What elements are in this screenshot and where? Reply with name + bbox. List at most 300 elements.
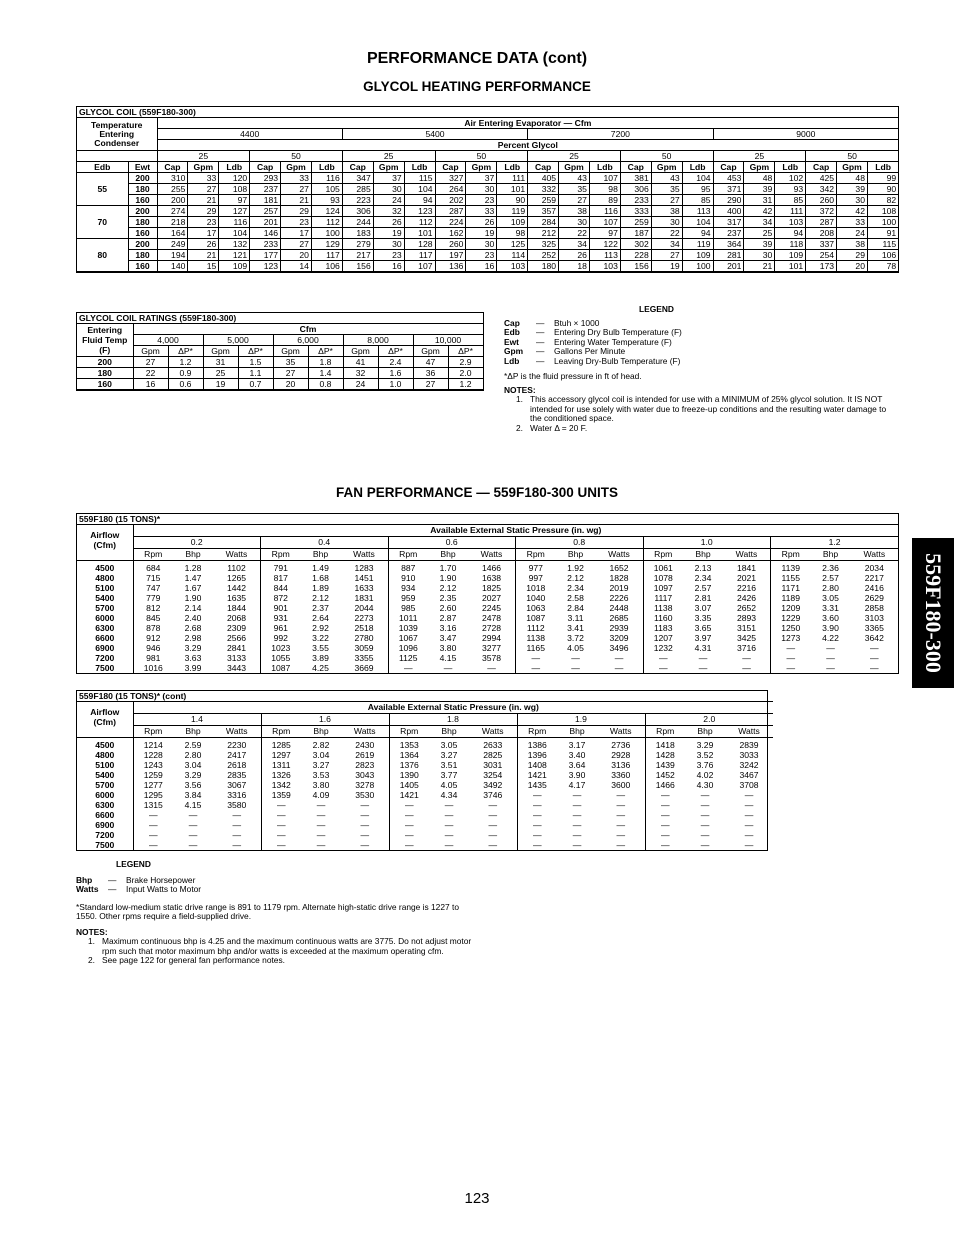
table-cell: —: [616, 840, 626, 850]
table-cell: 2.12: [439, 583, 457, 593]
col-label: Ldb: [219, 162, 250, 173]
table-cell: 31: [203, 357, 238, 368]
table-cell: 3.27: [312, 760, 330, 770]
table-cell: 3578: [481, 653, 502, 663]
table-cell: 1466: [481, 563, 502, 573]
table-cell: 93: [775, 184, 806, 195]
table-cell: 113: [682, 206, 713, 217]
table-cell: 20: [281, 250, 312, 261]
table-cell: —: [870, 663, 879, 673]
table-cell: 107: [404, 261, 435, 272]
table-cell: 3151: [736, 623, 757, 633]
table-cell: 1061: [643, 561, 683, 574]
table-cell: 4.02: [696, 770, 714, 780]
table-cell: 106: [867, 250, 898, 261]
data-row: [77, 800, 773, 810]
sub-header: Watts: [723, 549, 771, 561]
table-cell: 3.80: [312, 780, 330, 790]
table-cell: 0.9: [168, 368, 203, 379]
table-cell: 27: [281, 239, 312, 250]
sub-header: Bhp: [173, 549, 213, 561]
table-cell: —: [188, 830, 198, 840]
table-cell: 337: [806, 239, 837, 250]
table-cell: 17: [188, 228, 219, 239]
sub-header: Watts: [851, 549, 899, 561]
table-cell: 27: [413, 379, 448, 390]
airflow-value: 5700: [95, 780, 115, 790]
table-cell: 224: [435, 217, 466, 228]
table-cell: 325: [528, 239, 559, 250]
fan-legend-title: LEGEND: [116, 859, 151, 869]
table-cell: 3.05: [440, 740, 458, 750]
table-cell: —: [517, 830, 557, 840]
table-cell: 961: [261, 623, 301, 633]
table-cell: 1209: [771, 603, 811, 613]
table-cell: 2.80: [184, 750, 202, 760]
table-cell: 85: [775, 195, 806, 206]
table-cell: —: [744, 790, 754, 800]
percent-row: [77, 140, 899, 151]
table-cell: 156: [620, 261, 651, 272]
table-cell: 3580: [227, 800, 247, 810]
col-label: Gpm: [188, 162, 219, 173]
table-cell: 1.2: [448, 379, 483, 390]
table-cell: 3.60: [822, 613, 839, 623]
sub-header: Bhp: [811, 549, 851, 561]
table-cell: 3.29: [184, 643, 202, 653]
table-cell: 1067: [388, 633, 428, 643]
table-cell: 1229: [771, 613, 811, 623]
table-cell: 16: [133, 379, 168, 390]
glycol-header: 25: [713, 151, 806, 162]
table-cell: 425: [806, 173, 837, 184]
airflow-value: 7200: [95, 830, 115, 840]
table-cell: —: [700, 790, 710, 800]
table-cell: 98: [589, 184, 620, 195]
blank-cell: [77, 151, 157, 162]
table-cell: 114: [497, 250, 528, 261]
table-cell: 2.60: [439, 603, 457, 613]
sub-header: Bhp: [685, 726, 725, 738]
table-cell: 212: [528, 228, 559, 239]
table-cell: —: [744, 820, 754, 830]
table-cell: 3.35: [694, 613, 712, 623]
table-cell: —: [261, 820, 301, 830]
table-cell: 1353: [389, 738, 429, 751]
table-cell: —: [645, 840, 685, 850]
table-cell: —: [388, 663, 428, 673]
table-cell: 3.53: [312, 770, 330, 780]
table-cell: 22: [559, 228, 590, 239]
fan-table-2-frame: [76, 690, 768, 851]
table-cell: 1160: [643, 613, 683, 623]
sub-header: Bhp: [301, 549, 341, 561]
airflow-value: 5100: [95, 583, 115, 593]
table-cell: —: [389, 820, 429, 830]
cfm-header: 7200: [528, 129, 713, 140]
table-cell: 89: [589, 195, 620, 206]
header-row: [77, 525, 898, 537]
table-cell: —: [572, 810, 582, 820]
airflow-value: 4800: [95, 573, 115, 583]
table-cell: 120: [219, 173, 250, 184]
table-cell: 146: [250, 228, 281, 239]
table-cell: 279: [342, 239, 373, 250]
table-cell: 99: [867, 173, 898, 184]
table-cell: 872: [261, 593, 301, 603]
table-cell: 357: [528, 206, 559, 217]
table-cell: 19: [373, 228, 404, 239]
table-cell: —: [133, 810, 173, 820]
cfm-value: 5,000: [203, 335, 273, 346]
table-cell: 2.0: [448, 368, 483, 379]
data-row: [77, 228, 899, 239]
edb-value: 80: [77, 239, 128, 272]
table-cell: —: [389, 810, 429, 820]
table-cell: 4.17: [568, 780, 586, 790]
table-cell: —: [698, 663, 708, 673]
page-title: PERFORMANCE DATA (cont): [366, 50, 588, 67]
table-cell: 105: [311, 184, 342, 195]
data-row: [77, 780, 773, 790]
col-label: Cap: [620, 162, 651, 173]
table-cell: 29: [837, 250, 868, 261]
table-cell: —: [261, 840, 301, 850]
table-cell: 257: [250, 206, 281, 217]
glycol-header: 50: [435, 151, 528, 162]
table-cell: —: [616, 800, 626, 810]
cfm-header: 4400: [157, 129, 342, 140]
table-cell: 103: [497, 261, 528, 272]
note-item: [504, 395, 899, 424]
sub-header: Rpm: [389, 726, 429, 738]
table-cell: —: [517, 810, 557, 820]
table-cell: 2.36: [822, 563, 839, 573]
data-row: [77, 379, 483, 390]
sub-row: [77, 726, 773, 738]
fan-notes-title: NOTES:: [76, 926, 108, 937]
table-cell: 16: [466, 261, 497, 272]
fluid-header: Entering Fluid Temp (F): [77, 324, 133, 357]
airflow-value: 6000: [95, 613, 115, 623]
col-label: Ldb: [867, 162, 898, 173]
table-cell: —: [870, 653, 879, 663]
fan-table-1: [77, 514, 898, 673]
table-cell: 35: [273, 357, 308, 368]
table-cell: 4.05: [440, 780, 458, 790]
table-cell: 293: [250, 173, 281, 184]
table-cell: 107: [589, 217, 620, 228]
table-cell: 3.16: [439, 623, 457, 633]
table-cell: 1063: [516, 603, 556, 613]
table-cell: —: [488, 810, 498, 820]
fan-footnote: *Standard low-medium static drive range is 891 to 1179 rpm. Alternate high-static drive range is 1227 to 1550. Other rpms require a field-supplied drive.: [76, 901, 459, 921]
table-cell: 1259: [133, 770, 173, 780]
table-cell: 2835: [227, 770, 247, 780]
col-label: Cap: [528, 162, 559, 173]
table-cell: —: [444, 800, 454, 810]
table-cell: 997: [516, 573, 556, 583]
col-label: Cap: [435, 162, 466, 173]
table-cell: 3.04: [184, 760, 202, 770]
sub-header: Watts: [341, 726, 389, 738]
sub-row: [77, 346, 483, 357]
legend-item: [504, 357, 899, 367]
sub-header: Rpm: [517, 726, 557, 738]
table-cell: 3.99: [184, 663, 202, 673]
table-cell: 218: [157, 217, 188, 228]
table-cell: 1232: [643, 643, 683, 653]
table-cell: 3.47: [439, 633, 457, 643]
legend-dash: —: [536, 355, 545, 366]
table-cell: 2478: [481, 613, 502, 623]
table-cell: 25: [744, 228, 775, 239]
table-cell: —: [232, 820, 242, 830]
table-cell: 453: [713, 173, 744, 184]
table-cell: 4.05: [567, 643, 584, 653]
table-cell: 24: [373, 195, 404, 206]
col-label: Cap: [806, 162, 837, 173]
col-label: Cap: [713, 162, 744, 173]
sub-header: Watts: [213, 726, 261, 738]
table-cell: 1165: [516, 643, 556, 653]
sub-header: ΔP*: [448, 346, 483, 357]
table-cell: —: [700, 830, 710, 840]
table-cell: —: [771, 653, 811, 663]
legend-dash: —: [536, 327, 545, 337]
table-cell: 878: [133, 623, 173, 633]
sub-header: Bhp: [556, 549, 596, 561]
edb-value: 70: [77, 206, 128, 239]
sub-header: Watts: [596, 549, 644, 561]
table-cell: 125: [497, 239, 528, 250]
table-cell: 3.56: [184, 780, 202, 790]
table-cell: 91: [867, 228, 898, 239]
table-cell: 42: [837, 206, 868, 217]
table-cell: 3277: [481, 643, 502, 653]
table-cell: —: [571, 663, 580, 673]
caption-row: [77, 514, 898, 525]
table-cell: 1139: [771, 561, 811, 574]
legend-dash: —: [108, 884, 117, 894]
header-row: [77, 702, 773, 714]
note-item: [504, 424, 899, 434]
data-row: [77, 623, 898, 633]
table-cell: 1342: [261, 780, 301, 790]
table-cell: 200: [157, 195, 188, 206]
table-cell: 3.29: [696, 740, 714, 750]
table-cell: 912: [133, 633, 173, 643]
table-cell: —: [133, 840, 173, 850]
table-cell: —: [700, 800, 710, 810]
table-cell: —: [389, 830, 429, 840]
table-caption: GLYCOL COIL (559F180-300): [77, 107, 899, 118]
table-cell: 1096: [388, 643, 428, 653]
table-cell: 217: [342, 250, 373, 261]
table-cell: 90: [497, 195, 528, 206]
data-row: [77, 173, 899, 184]
legend-value: Entering Water Temperature (F): [554, 336, 672, 347]
page-number: 123: [464, 1190, 490, 1207]
table-cell: 2.13: [694, 563, 712, 573]
table-cell: 887: [388, 561, 428, 574]
table-cell: 102: [775, 173, 806, 184]
table-cell: 4.15: [184, 800, 202, 810]
table-cell: 1228: [133, 750, 173, 760]
airflow-value: 6000: [95, 790, 115, 800]
table-cell: 201: [713, 261, 744, 272]
sub-header: Bhp: [428, 549, 468, 561]
table-cell: 1189: [771, 593, 811, 603]
table-cell: 32: [343, 368, 378, 379]
table-cell: 1.67: [184, 583, 202, 593]
table-cell: 1138: [643, 603, 683, 613]
table-cell: 844: [261, 583, 301, 593]
table-cell: —: [645, 820, 685, 830]
table-cell: —: [645, 800, 685, 810]
table-cell: 1315: [133, 800, 173, 810]
table-cell: 117: [311, 250, 342, 261]
glycol-coil-table: [77, 107, 899, 272]
table-cell: 2.64: [312, 613, 329, 623]
notes-title: NOTES:: [504, 384, 536, 395]
table-cell: 3209: [609, 633, 629, 643]
header-row: [77, 324, 483, 335]
airflow-value: 6300: [95, 800, 115, 810]
glycol-ratings-table: [77, 313, 484, 390]
table-cell: 104: [404, 184, 435, 195]
fan-legend: [76, 860, 476, 966]
table-cell: 2.40: [184, 613, 202, 623]
table-cell: 2.35: [439, 593, 457, 603]
table-cell: —: [643, 653, 683, 663]
sub-header: Watts: [725, 726, 773, 738]
table-cell: 306: [342, 206, 373, 217]
table-cell: 100: [682, 261, 713, 272]
table-cell: 27: [651, 250, 682, 261]
table-cell: 97: [219, 195, 250, 206]
table-cell: 26: [466, 217, 497, 228]
airflow-value: 5400: [95, 770, 115, 780]
table-cell: 1831: [354, 593, 374, 603]
table-cell: 1023: [261, 643, 301, 653]
table-cell: 109: [497, 217, 528, 228]
table-cell: 118: [775, 239, 806, 250]
table-cell: 1055: [261, 653, 301, 663]
table-cell: 3.97: [694, 633, 712, 643]
table-cell: 684: [133, 561, 173, 574]
table-cell: 128: [404, 239, 435, 250]
table-cell: 38: [651, 206, 682, 217]
table-cell: 3.22: [312, 633, 329, 643]
table-cell: 100: [867, 217, 898, 228]
table-cell: —: [487, 663, 496, 673]
table-cell: 117: [404, 250, 435, 261]
table-cell: —: [488, 840, 498, 850]
sub-header: Rpm: [261, 549, 301, 561]
glycol-ratings-table-frame: [76, 312, 484, 391]
table-cell: 2.58: [567, 593, 584, 603]
table-cell: 2.12: [567, 573, 584, 583]
table-cell: 1102: [227, 563, 246, 573]
table-cell: 371: [713, 184, 744, 195]
data-row: [77, 810, 773, 820]
table-cell: 1087: [516, 613, 556, 623]
table-cell: —: [645, 790, 685, 800]
glycol-header: 25: [157, 151, 250, 162]
table-cell: 3365: [864, 623, 884, 633]
note-number: 2.: [88, 955, 95, 965]
pressure-header: 1.6: [261, 714, 389, 726]
fluid-temp: 180: [77, 368, 133, 379]
table-cell: 90: [867, 184, 898, 195]
sub-header: Rpm: [516, 549, 556, 561]
glycol-row: [77, 151, 899, 162]
table-cell: 194: [157, 250, 188, 261]
table-cell: 2.81: [694, 593, 712, 603]
table-cell: 37: [373, 173, 404, 184]
sub-header: ΔP*: [168, 346, 203, 357]
table-cell: 255: [157, 184, 188, 195]
fan-table-2: [77, 691, 773, 850]
table-cell: 112: [311, 217, 342, 228]
table-cell: 156: [342, 261, 373, 272]
table-cell: 259: [620, 217, 651, 228]
legend-value: Btuh × 1000: [554, 317, 600, 328]
table-cell: 101: [404, 228, 435, 239]
table-cell: 21: [188, 250, 219, 261]
cfm-value: 4,000: [133, 335, 203, 346]
table-cell: 124: [311, 206, 342, 217]
data-row: [77, 840, 773, 850]
table-cell: 1018: [516, 583, 556, 593]
table-cell: 2216: [736, 583, 757, 593]
table-cell: 1097: [643, 583, 683, 593]
table-cell: 2939: [609, 623, 629, 633]
table-cell: 1466: [645, 780, 685, 790]
table-cell: 15: [188, 261, 219, 272]
table-cell: 4.09: [312, 790, 330, 800]
table-cell: 1295: [133, 790, 173, 800]
table-cell: 3059: [354, 643, 374, 653]
fluid-temp: 200: [77, 357, 133, 368]
ewt-value: 200: [128, 206, 157, 217]
data-row: [77, 663, 898, 673]
table-cell: 4.30: [696, 780, 714, 790]
fan-table-1-frame: [76, 513, 899, 674]
table-cell: 1408: [517, 760, 557, 770]
table-cell: 3467: [739, 770, 759, 780]
table-cell: 2.57: [822, 573, 839, 583]
cfm-row: [77, 335, 483, 346]
airflow-value: 6600: [95, 633, 115, 643]
table-cell: 127: [219, 206, 250, 217]
table-cell: —: [232, 840, 242, 850]
table-cell: 1171: [771, 583, 811, 593]
table-cell: 264: [435, 184, 466, 195]
table-cell: 27: [559, 195, 590, 206]
table-cell: 34: [744, 217, 775, 228]
table-cell: 1.70: [439, 563, 457, 573]
table-cell: 2893: [736, 613, 757, 623]
table-cell: 901: [261, 603, 301, 613]
table-cell: —: [488, 820, 498, 830]
ewt-value: 200: [128, 239, 157, 250]
table-cell: 3136: [611, 760, 631, 770]
table-cell: 1.68: [312, 573, 329, 583]
table-cell: 2839: [739, 740, 759, 750]
table-cell: 2273: [354, 613, 374, 623]
